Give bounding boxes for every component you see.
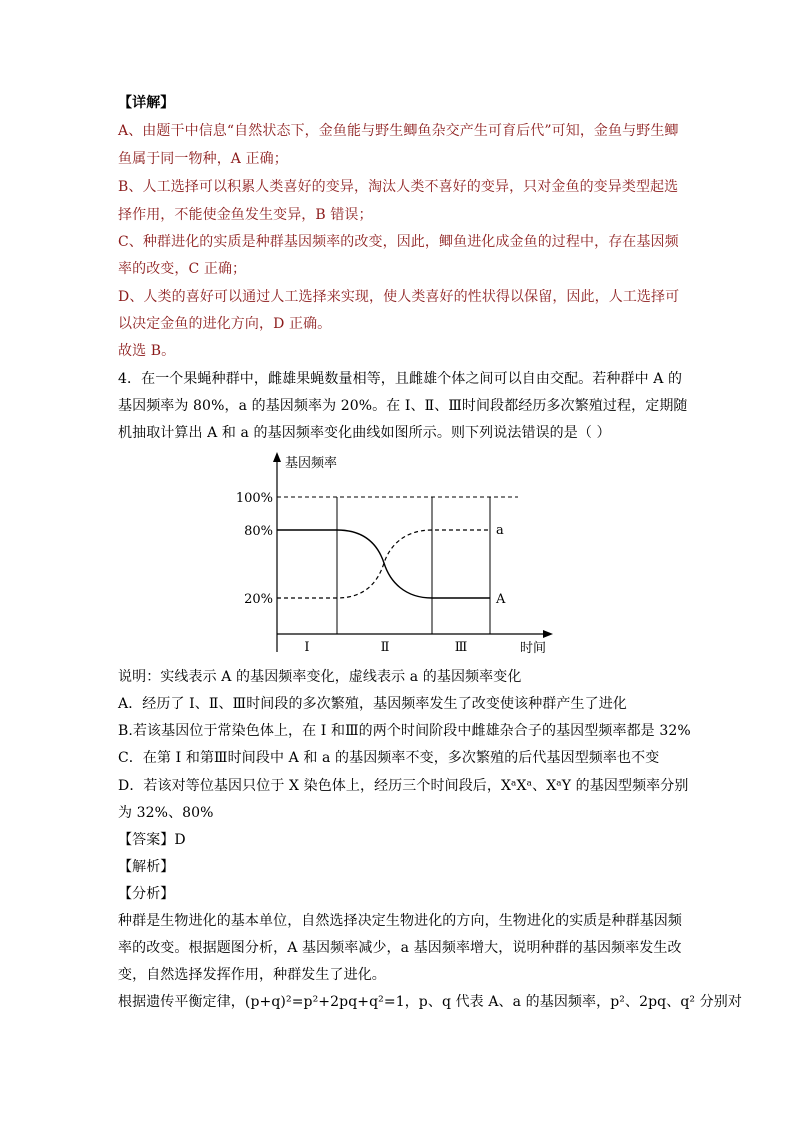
explain-line: A、由题干中信息“自然状态下，金鱼能与野生鲫鱼杂交产生可育后代”可知，金鱼与野生鲫 xyxy=(118,123,679,139)
analysis-line: 变，自然选择发挥作用，种群发生了进化。 xyxy=(118,967,386,983)
option-b: B.若该基因位于常染色体上，在 Ⅰ 和Ⅲ的两个时间阶段中雌雄杂合子的基因型频率都是 32% xyxy=(118,723,691,739)
x-axis-label: 时间 xyxy=(520,641,547,656)
y-axis-label: 基因频率 xyxy=(285,456,338,471)
ytick-20: 20% xyxy=(244,592,273,607)
explain-heading: 【详解】 xyxy=(118,95,175,111)
explain-line: 鱼属于同一物种，A 正确； xyxy=(118,151,288,167)
analysis-heading: 【解析】 xyxy=(118,859,175,875)
ytick-100: 100% xyxy=(235,491,273,506)
explain-choose: 故选 B。 xyxy=(118,343,176,359)
analysis-subheading: 【分析】 xyxy=(118,886,175,902)
explain-line: D、人类的喜好可以通过人工选择来实现，使人类喜好的性状得以保留，因此，人工选择可 xyxy=(118,289,680,305)
explain-line: 择作用，不能使金鱼发生变异，B 错误； xyxy=(118,207,373,223)
period-label: Ⅲ xyxy=(454,640,468,655)
analysis-line: 率的改变。根据题图分析，A 基因频率减少，a 基因频率增大，说明种群的基因频率发生改 xyxy=(118,940,682,956)
option-d-continued: 为 32%、80% xyxy=(118,805,214,821)
analysis-line: 根据遗传平衡定律，(p+q)²=p²+2pq+q²=1，p、q 代表 A、a 的基因频率，p²、2pq、q² 分别对 xyxy=(118,994,742,1010)
y-axis-arrow xyxy=(273,452,281,462)
option-d: D．若该对等位基因只位于 X 染色体上，经历三个时间段后，XᵃXᵃ、XᵃY 的基因型频率分别 xyxy=(118,778,689,794)
option-c: C．在第 Ⅰ 和第Ⅲ时间段中 A 和 a 的基因频率不变，多次繁殖的后代基因型频率也不变 xyxy=(118,750,660,766)
answer: 【答案】D xyxy=(118,832,186,848)
explain-line: B、人工选择可以积累人类喜好的变异，淘汰人类不喜好的变异，只对金鱼的变异类型起选 xyxy=(118,179,679,195)
question-line: 4．在一个果蝇种群中，雌雄果蝇数量相等，且雌雄个体之间可以自由交配。若种群中 A 的 xyxy=(118,371,683,387)
series-A-label: A xyxy=(496,592,506,607)
explain-line: C、种群进化的实质是种群基因频率的改变，因此，鲫鱼进化成金鱼的过程中，存在基因频 xyxy=(118,234,679,250)
explain-line: 以决定金鱼的进化方向，D 正确。 xyxy=(118,316,332,332)
period-label: Ⅰ xyxy=(304,640,310,655)
question-line: 机抽取计算出 A 和 a 的基因频率变化曲线如图所示。则下列说法错误的是（ ） xyxy=(118,425,611,441)
x-axis-arrow xyxy=(543,630,553,638)
explain-line: 率的改变，C 正确； xyxy=(118,261,247,277)
chart-caption: 说明：实线表示 A 的基因频率变化，虚线表示 a 的基因频率变化 xyxy=(118,669,522,685)
series-a-label: a xyxy=(496,523,504,538)
option-a: A．经历了 Ⅰ、Ⅱ、Ⅲ时间段的多次繁殖，基因频率发生了改变使该种群产生了进化 xyxy=(118,696,627,712)
series-a-line xyxy=(277,530,490,598)
analysis-line: 种群是生物进化的基本单位，自然选择决定生物进化的方向，生物进化的实质是种群基因频 xyxy=(118,913,682,929)
question-line: 基因频率为 80%，a 的基因频率为 20%。在 Ⅰ、Ⅱ、Ⅲ时间段都经历多次繁殖过程，定期随 xyxy=(118,398,688,414)
series-A-line xyxy=(277,530,490,598)
period-label: Ⅱ xyxy=(380,640,390,655)
ytick-80: 80% xyxy=(244,524,273,539)
